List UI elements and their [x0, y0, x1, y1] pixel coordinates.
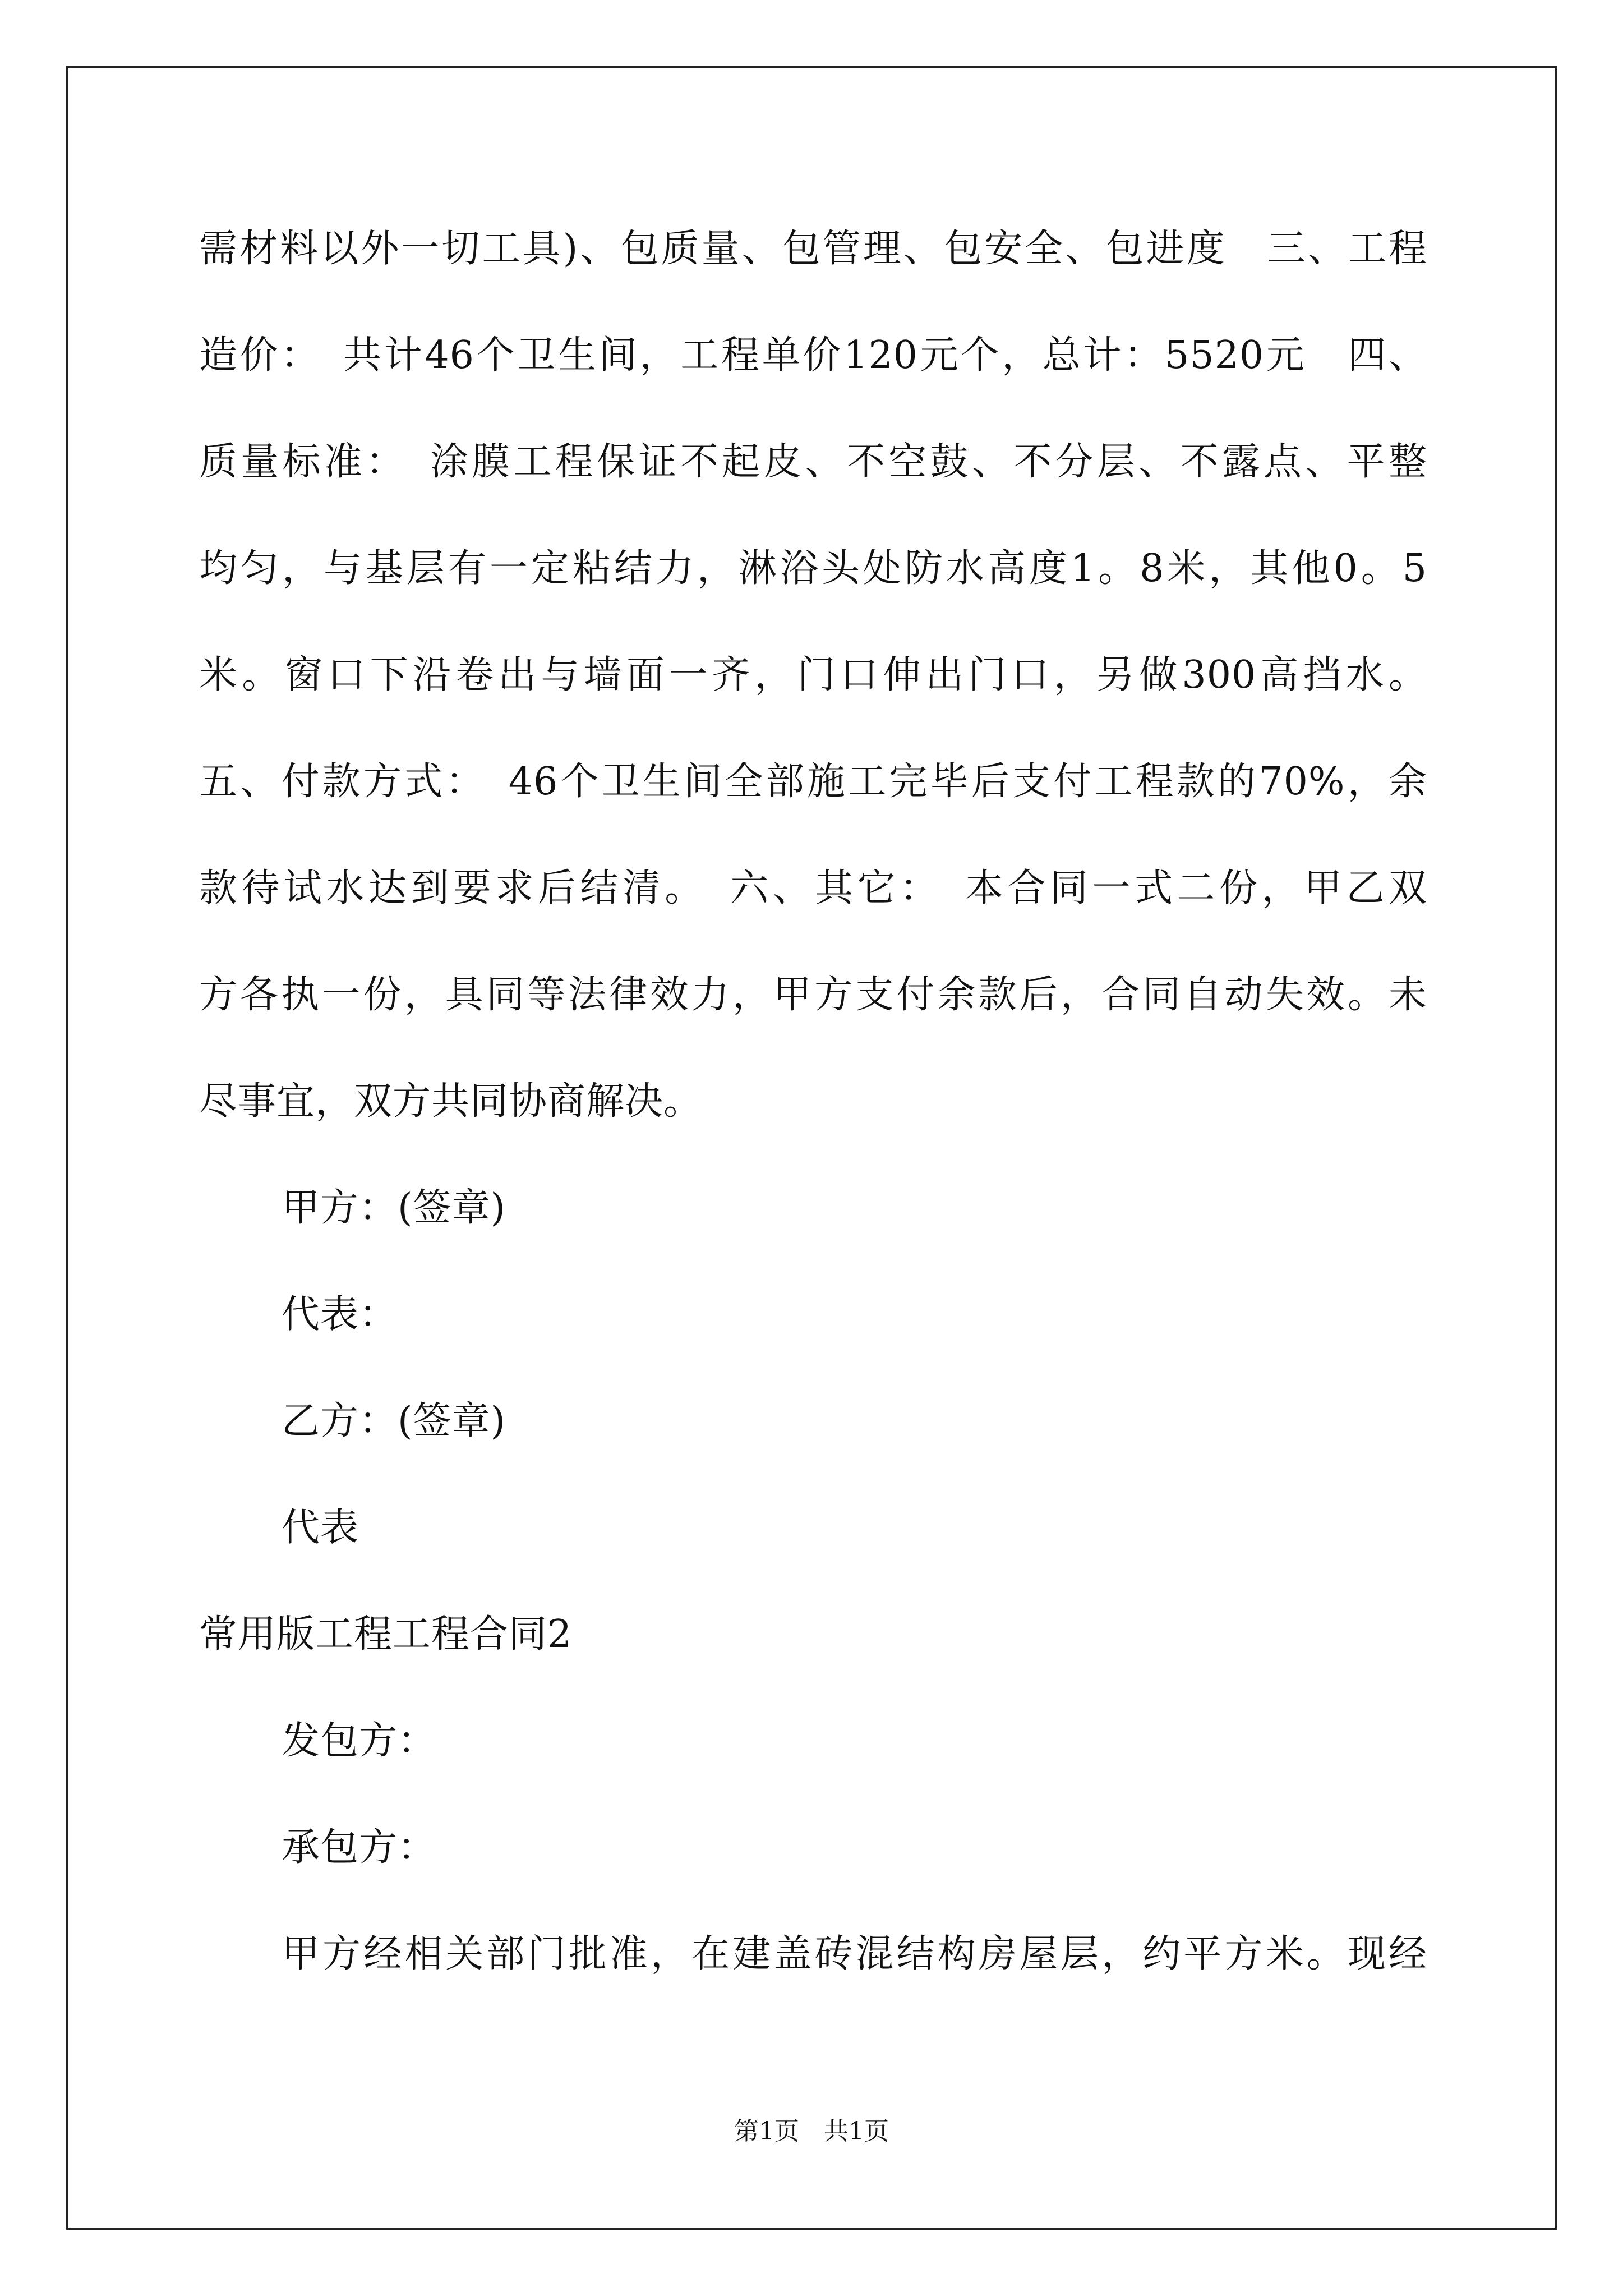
paragraph-line-6: 五、付款方式： 46个卫生间全部施工完毕后支付工程款的70%，余: [199, 760, 1427, 804]
party-b-representative: 代表: [282, 1506, 359, 1550]
party-a-signature: 甲方：(签章): [282, 1186, 506, 1230]
page-footer: 第1页 共1页: [734, 2117, 889, 2146]
paragraph-line-2: 造价： 共计46个卫生间，工程单价120元个，总计：5520元 四、: [199, 333, 1427, 378]
party-a-representative: 代表：: [282, 1292, 398, 1337]
paragraph-line-3: 质量标准： 涂膜工程保证不起皮、不空鼓、不分层、不露点、平整: [199, 440, 1427, 484]
contract-issuer-label: 发包方：: [282, 1719, 437, 1763]
page-border: [66, 66, 1557, 2230]
paragraph-line-4: 均匀，与基层有一定粘结力，淋浴头处防水高度1。8米，其他0。5: [199, 546, 1427, 591]
paragraph-line-8: 方各执一份，具同等法律效力，甲方支付余款后，合同自动失效。未: [199, 973, 1427, 1017]
paragraph-line-9: 尽事宜，双方共同协商解决。: [199, 1079, 703, 1124]
contractor-label: 承包方：: [282, 1825, 437, 1870]
party-b-signature: 乙方：(签章): [282, 1399, 506, 1443]
paragraph-line-5: 米。窗口下沿卷出与墙面一齐，门口伸出门口，另做300高挡水。: [199, 653, 1427, 697]
paragraph-line-1: 需材料以外一切工具)、包质量、包管理、包安全、包进度 三、工程: [199, 227, 1427, 271]
section-title: 常用版工程工程合同2: [199, 1612, 573, 1657]
paragraph-last-line: 甲方经相关部门批准，在建盖砖混结构房屋层，约平方米。现经: [282, 1932, 1427, 1976]
paragraph-line-7: 款待试水达到要求后结清。 六、其它： 本合同一式二份，甲乙双: [199, 866, 1427, 910]
